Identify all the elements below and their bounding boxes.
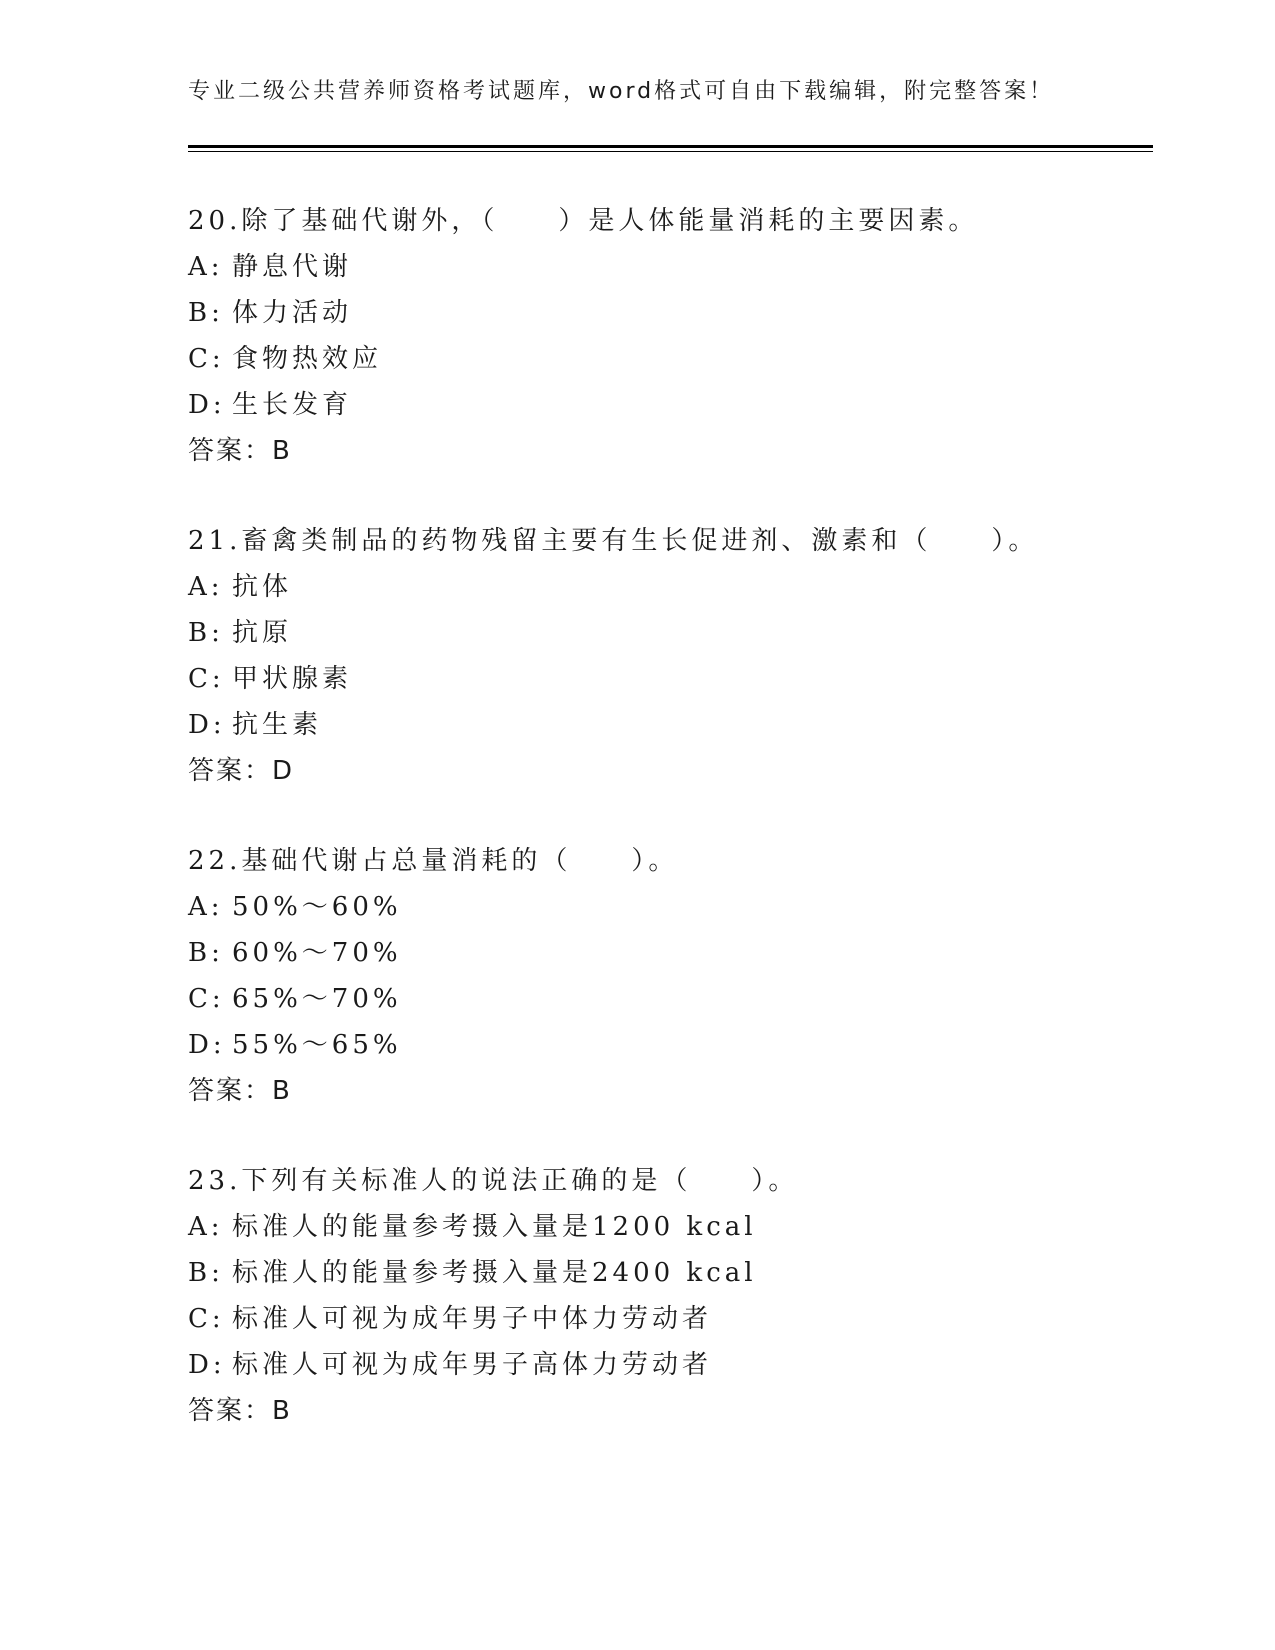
- option-text: 标准人的能量参考摄入量是1200 kcal: [232, 1212, 757, 1242]
- question-stem: 23.下列有关标准人的说法正确的是（ ）。: [188, 1166, 799, 1196]
- option-text: 标准人可视为成年男子高体力劳动者: [232, 1350, 713, 1380]
- option-key: C:: [188, 664, 225, 694]
- option-key: C:: [188, 344, 225, 374]
- option-a: [188, 244, 1148, 290]
- answer-line: 答案：B: [188, 1396, 292, 1426]
- option-text: 55%～65%: [232, 1030, 402, 1060]
- option-key: D:: [188, 710, 226, 740]
- option-key: D:: [188, 1030, 226, 1060]
- option-key: B:: [188, 298, 224, 328]
- option-b: [188, 290, 1148, 336]
- question-21: [188, 518, 1148, 794]
- option-key: B:: [188, 938, 224, 968]
- option-c: [188, 1296, 1148, 1342]
- option-key: B:: [188, 1258, 224, 1288]
- option-text: 静息代谢: [232, 252, 353, 282]
- option-key: D:: [188, 1350, 226, 1380]
- option-d: [188, 382, 1148, 428]
- option-d: [188, 1022, 1148, 1068]
- option-a: [188, 884, 1148, 930]
- option-key: A:: [188, 252, 224, 282]
- option-text: 食物热效应: [232, 344, 383, 374]
- option-key: A:: [188, 1212, 224, 1242]
- option-text: 60%～70%: [232, 938, 402, 968]
- option-c: [188, 336, 1148, 382]
- option-a: [188, 564, 1148, 610]
- option-d: [188, 702, 1148, 748]
- question-stem: 21.畜禽类制品的药物残留主要有生长促进剂、激素和（ ）。: [188, 526, 1039, 556]
- option-b: [188, 1250, 1148, 1296]
- option-key: A:: [188, 892, 224, 922]
- option-b: [188, 930, 1148, 976]
- option-key: C:: [188, 1304, 225, 1334]
- option-c: [188, 976, 1148, 1022]
- question-stem: 20.除了基础代谢外，（ ）是人体能量消耗的主要因素。: [188, 206, 979, 236]
- option-text: 体力活动: [232, 298, 353, 328]
- option-d: [188, 1342, 1148, 1388]
- question-stem: 22.基础代谢占总量消耗的（ ）。: [188, 846, 679, 876]
- header-rule-thick: [188, 145, 1153, 148]
- option-b: [188, 610, 1148, 656]
- answer-line: 答案：B: [188, 1076, 292, 1106]
- answer-line: 答案：B: [188, 436, 292, 466]
- answer-line: 答案：D: [188, 756, 295, 786]
- option-a: [188, 1204, 1148, 1250]
- question-22: [188, 838, 1148, 1114]
- option-key: A:: [188, 572, 224, 602]
- question-23: [188, 1158, 1148, 1434]
- option-key: D:: [188, 390, 226, 420]
- option-text: 65%～70%: [232, 984, 402, 1014]
- option-text: 标准人可视为成年男子中体力劳动者: [232, 1304, 713, 1334]
- header-rule-thin: [188, 151, 1153, 152]
- option-c: [188, 656, 1148, 702]
- option-text: 标准人的能量参考摄入量是2400 kcal: [232, 1258, 757, 1288]
- question-20: [188, 198, 1148, 474]
- option-text: 抗生素: [232, 710, 323, 740]
- page-header: 专业二级公共营养师资格考试题库，word格式可自由下载编辑，附完整答案！: [188, 79, 1055, 104]
- option-key: C:: [188, 984, 225, 1014]
- option-key: B:: [188, 618, 224, 648]
- option-text: 甲状腺素: [232, 664, 353, 694]
- option-text: 抗原: [232, 618, 293, 648]
- option-text: 抗体: [232, 572, 293, 602]
- option-text: 50%～60%: [232, 892, 402, 922]
- option-text: 生长发育: [232, 390, 353, 420]
